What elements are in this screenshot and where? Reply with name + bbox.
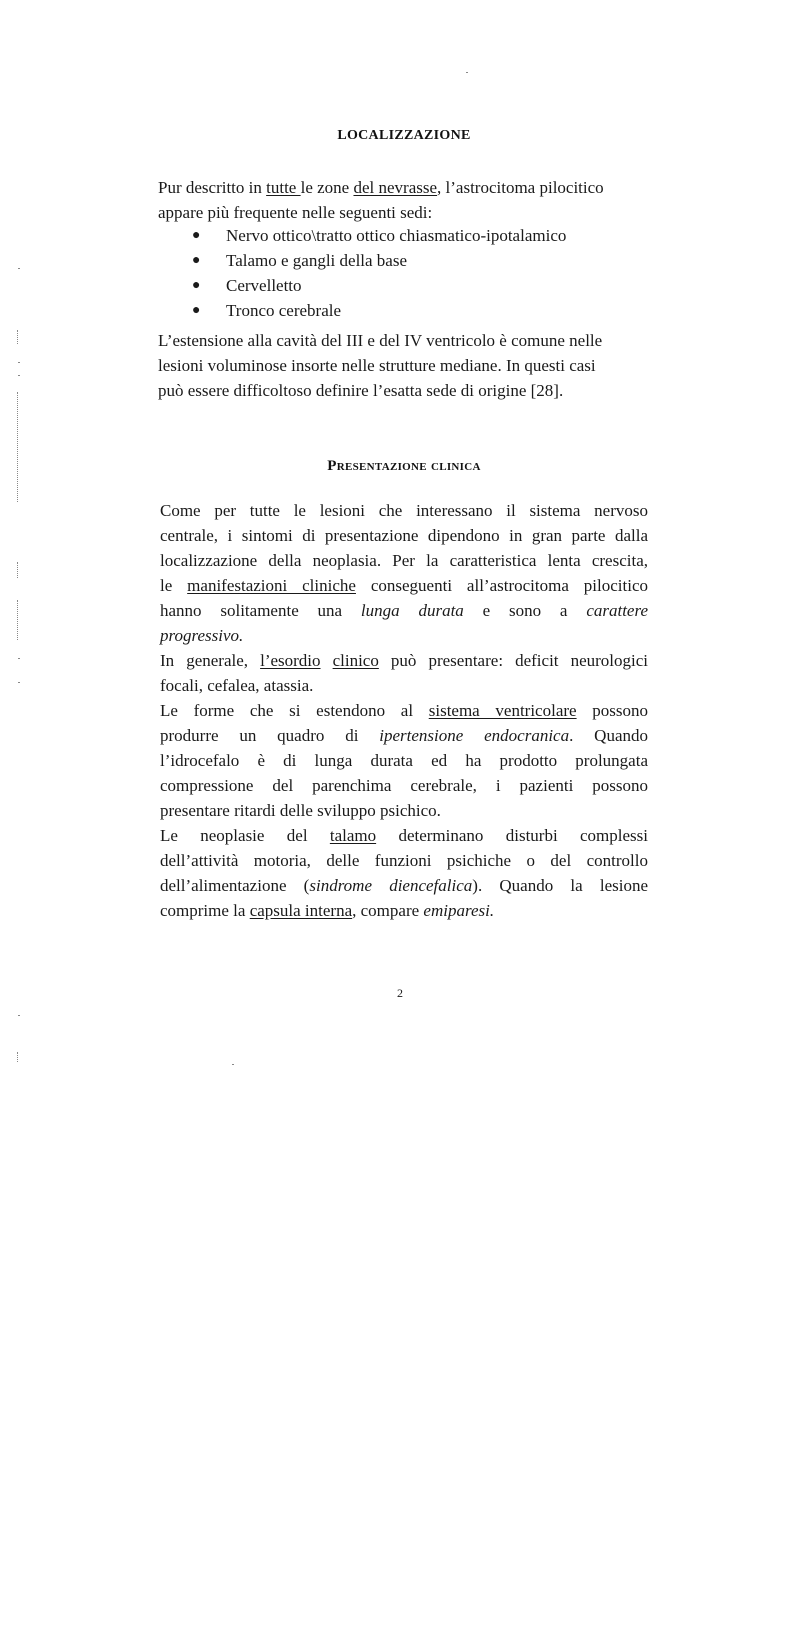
p3-line-4: compressione del parenchima cerebrale, i pazienti possono [160,776,648,795]
p3-line-5: presentare ritardi delle sviluppo psichico. [160,801,441,820]
localizzazione-intro [158,175,646,225]
p1-line-3: localizzazione della neoplasia. Per la caratteristica lenta crescita, [160,551,648,570]
scan-artifact [466,72,468,73]
p2-line-2: focali, cefalea, atassia. [160,676,314,695]
scan-artifact [18,682,20,683]
p1-line-6: progressivo. [160,626,244,645]
p1-line-5: hanno solitamente una lunga durata e sono a carattere [160,601,648,620]
bullet-icon: ● [192,303,201,318]
scan-artifact [18,375,20,376]
scan-artifact [18,1015,20,1016]
p4-line-2: dell’attività motoria, delle funzioni psichiche o del controllo [160,851,648,870]
p3-line-2: produrre un quadro di ipertensione endocranica. Quando [160,726,649,745]
p1-line-1: Come per tutte le lesioni che interessano il sistema nervoso [160,501,648,520]
p4-line-1: Le neoplasie del talamo determinano disturbi complessi [160,826,648,845]
intro-line-2: appare più frequente nelle seguenti sedi: [158,203,433,222]
scan-artifact [17,330,21,344]
list-item: ● Cervelletto [190,273,566,298]
intro-line-1: Pur descritto in tutte le zone del nevrasse, l’astrocitoma pilocitico [158,178,604,197]
page-number: 2 [397,986,403,1000]
outro-line: può essere difficoltoso definire l’esatta sede di origine [28]. [158,381,564,400]
p4-line-4: comprime la capsula interna, compare emiparesi. [160,901,495,920]
p3-line-3: l’idrocefalo è di lunga durata ed ha prodotto prolungata [160,751,648,770]
section-title-presentazione: Presentazione clinica [327,458,481,474]
p1-line-4: le manifestazioni cliniche conseguenti all’astrocitoma pilocitico [160,576,648,595]
localizzazione-outro [158,328,646,403]
scan-artifact [17,562,21,578]
bullet-icon: ● [192,228,201,243]
scan-artifact [18,362,20,363]
p3-line-1: Le forme che si estendono al sistema ventricolare possono [160,701,649,720]
scan-artifact [17,600,21,640]
bullet-icon: ● [192,253,201,268]
scan-artifact [18,268,20,269]
p2-line-1: In generale, l’esordio clinico può presentare: deficit neurologici [160,651,648,670]
p1-line-2: centrale, i sintomi di presentazione dipendono in gran parte dalla [160,526,648,545]
list-item: ● Nervo ottico\tratto ottico chiasmatico-ipotalamico [190,223,566,248]
outro-line: lesioni voluminose insorte nelle strutture mediane. In questi casi [158,356,596,375]
presentazione-body [160,498,648,923]
scan-artifact [18,658,20,659]
sites-list [190,223,566,323]
list-item: ● Tronco cerebrale [190,298,566,323]
section-title-localizzazione: LOCALIZZAZIONE [337,128,471,143]
bullet-icon: ● [192,278,201,293]
scan-artifact [232,1064,234,1065]
outro-line: L’estensione alla cavità del III e del IV ventricolo è comune nelle [158,331,603,350]
scan-artifact [17,392,21,502]
list-item: ● Talamo e gangli della base [190,248,566,273]
scan-artifact [17,1052,21,1062]
p4-line-3: dell’alimentazione (sindrome diencefalica). Quando la lesione [160,876,648,895]
